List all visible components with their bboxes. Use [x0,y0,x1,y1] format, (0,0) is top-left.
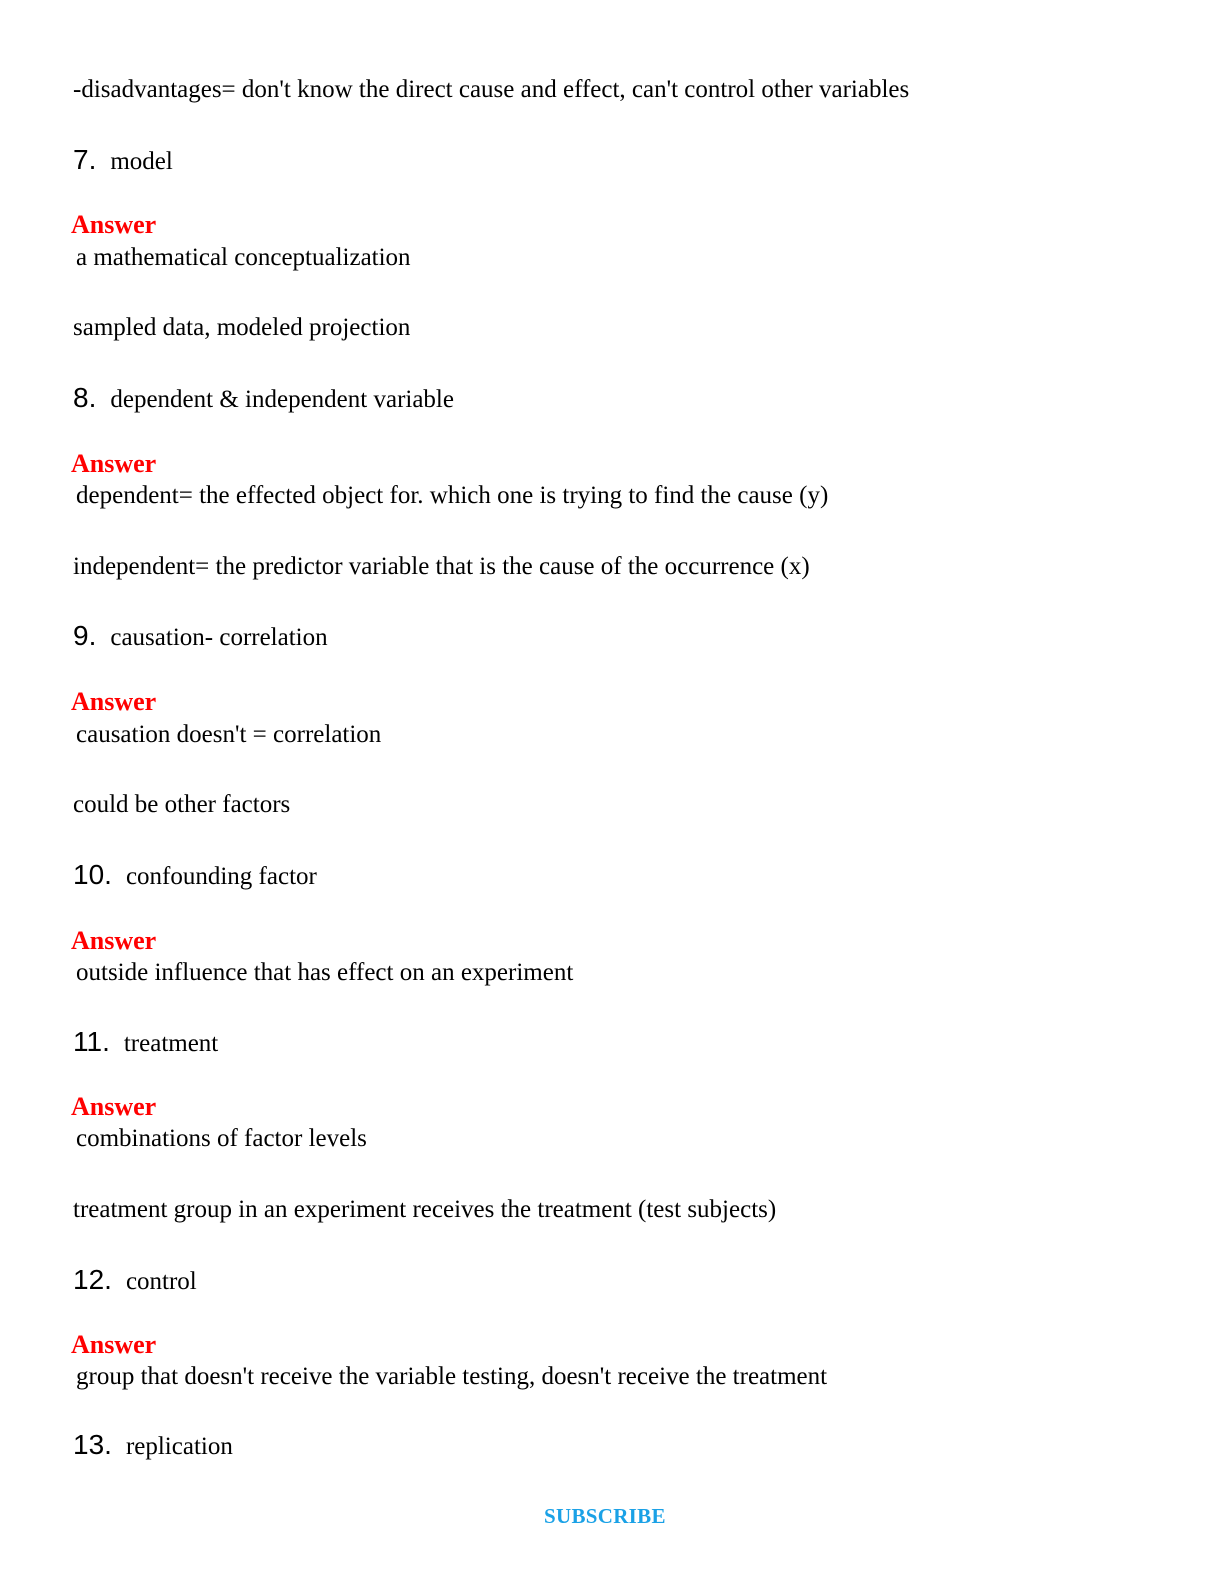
answer-label: Answer [71,210,157,239]
question-number: 8. [73,382,97,413]
question-8 [73,382,454,416]
question-13 [73,1429,233,1463]
question-term: dependent & independent variable [110,386,454,413]
subscribe-link[interactable]: SUBSCRIBE [544,1504,666,1528]
question-term: treatment [123,1030,219,1057]
answer-extra: independent= the predictor variable that is the cause of the occurrence (x) [73,553,810,580]
question-term: model [110,148,173,175]
question-term: confounding factor [125,863,317,890]
answer-extra: could be other factors [73,791,291,818]
question-9 [73,620,328,654]
question-number: 7. [73,144,97,175]
answer-label: Answer [71,1092,157,1121]
answer-text: group that doesn't receive the variable testing, doesn't receive the treatment [76,1363,828,1390]
answer-text: outside influence that has effect on an experiment [76,959,574,986]
question-number: 13. [73,1429,112,1460]
question-number: 9. [73,620,97,651]
answer-text: a mathematical conceptualization [76,244,411,271]
question-11 [73,1026,218,1060]
question-number: 10. [73,859,112,890]
question-number: 11. [73,1026,110,1057]
answer-label: Answer [71,449,157,478]
question-term: control [125,1268,197,1295]
question-term: causation- correlation [110,624,328,651]
question-term: replication [125,1433,233,1460]
answer-label: Answer [71,1330,157,1359]
answer-text: dependent= the effected object for. which one is trying to find the cause (y) [76,482,829,509]
question-number: 12. [73,1264,112,1295]
answer-extra: sampled data, modeled projection [73,314,411,341]
question-12 [73,1264,197,1298]
question-7 [73,144,173,178]
answer-text: causation doesn't = correlation [76,721,382,748]
question-10 [73,859,317,893]
answer-label: Answer [71,926,157,955]
intro-line: -disadvantages= don't know the direct cause and effect, can't control other variables [73,76,910,103]
answer-text: combinations of factor levels [76,1125,367,1152]
answer-extra: treatment group in an experiment receives the treatment (test subjects) [73,1196,777,1223]
answer-label: Answer [71,687,157,716]
